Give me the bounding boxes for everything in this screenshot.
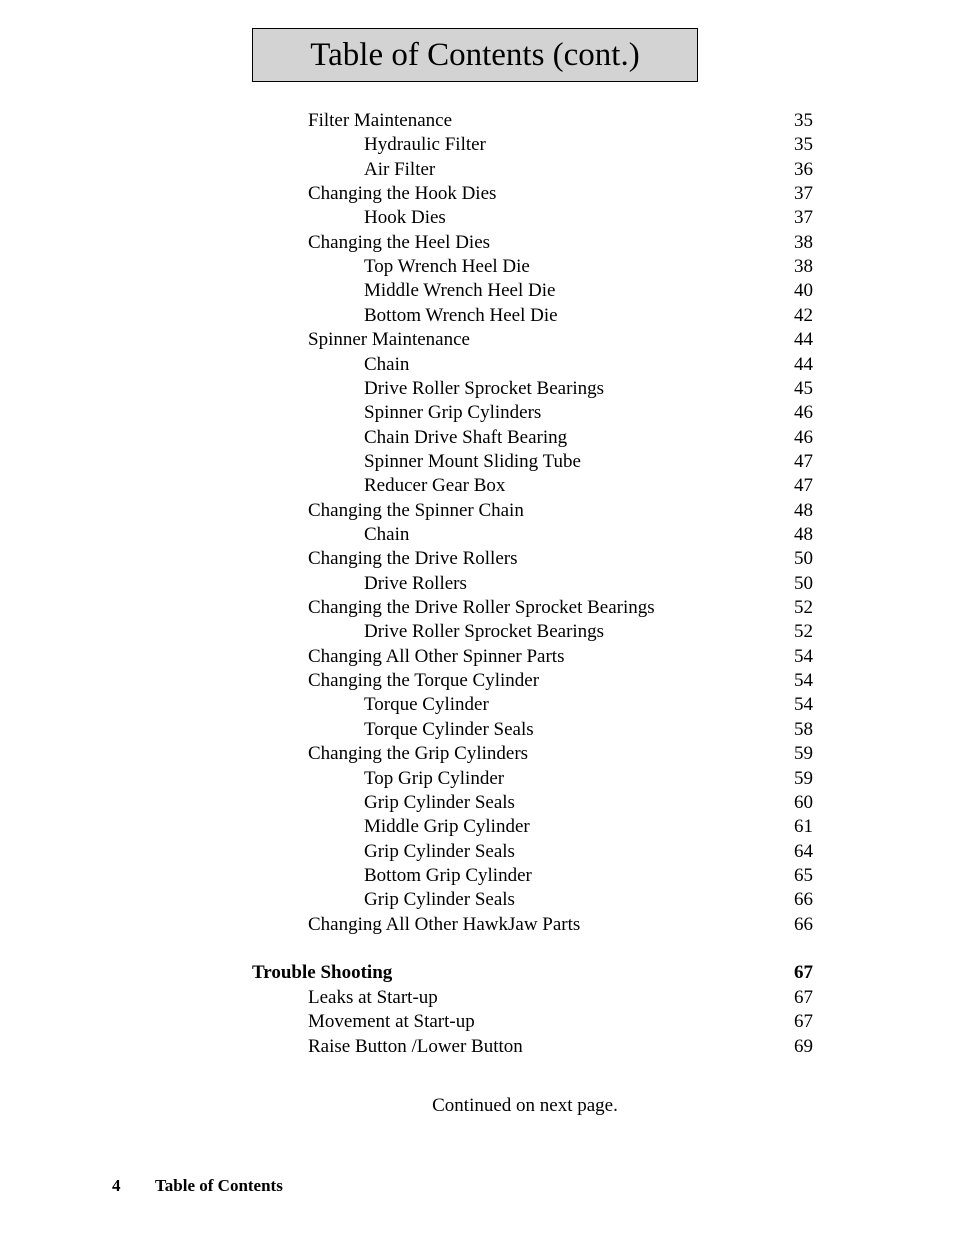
toc-entry-label: Raise Button /Lower Button: [308, 1035, 523, 1057]
toc-entry[interactable]: [364, 791, 813, 815]
toc-entry-label: Chain: [364, 353, 410, 375]
toc-entry-label: Movement at Start-up: [308, 1011, 475, 1033]
toc-entry-label: Changing the Spinner Chain: [308, 499, 524, 521]
toc-entry-label: Spinner Mount Sliding Tube: [364, 450, 581, 472]
toc-entry[interactable]: [364, 815, 813, 839]
toc-entry[interactable]: [364, 206, 813, 230]
toc-entry-label: Changing the Hook Dies: [308, 183, 497, 204]
toc-entry[interactable]: [364, 840, 813, 864]
toc-entry-label: Grip Cylinder Seals: [364, 791, 515, 813]
toc-entry-page-number: 46: [794, 402, 813, 424]
toc-entry-label: Top Wrench Heel Die: [364, 256, 530, 278]
toc-entry-label: Top Grip Cylinder: [364, 767, 505, 789]
toc-entry-page-number: 45: [794, 377, 813, 399]
toc-entry-page-number: 64: [794, 840, 813, 862]
toc-entry-label: Hydraulic Filter: [364, 134, 486, 156]
toc-entry-page-number: 54: [794, 694, 813, 716]
toc-entry-page-number: 40: [794, 280, 813, 302]
toc-entry-page-number: 36: [794, 158, 813, 180]
toc-entry-label: Drive Rollers: [364, 572, 467, 594]
toc-entry[interactable]: [308, 547, 813, 571]
toc-entry-page-number: 38: [794, 231, 813, 253]
page-title-box: [252, 28, 698, 82]
toc-entry[interactable]: [364, 864, 813, 888]
toc-entry-label: Hook Dies: [364, 207, 446, 229]
toc-entry-label: Grip Cylinder Seals: [364, 889, 515, 911]
toc-entry[interactable]: [364, 279, 813, 303]
toc-entry-page-number: 54: [794, 670, 813, 692]
toc-entry[interactable]: [364, 353, 813, 377]
toc-entry-page-number: 47: [794, 475, 813, 497]
toc-entry[interactable]: [308, 499, 813, 523]
toc-entry-page-number: 59: [794, 767, 813, 789]
toc-entry-label: Changing the Heel Dies: [308, 231, 491, 253]
toc-entry[interactable]: [364, 572, 813, 596]
toc-entry-page-number: 61: [794, 816, 813, 838]
toc-entry-label: Changing the Drive Roller Sprocket Bearings: [308, 597, 655, 618]
toc-entry[interactable]: [364, 426, 813, 450]
continued-note: Continued on next page.: [432, 1095, 618, 1116]
footer-page-number: 4: [112, 1176, 121, 1195]
toc-entry-label: Air Filter: [364, 158, 436, 180]
toc-entry-label: Leaks at Start-up: [308, 986, 438, 1008]
toc-entry-label: Changing the Grip Cylinders: [308, 743, 529, 765]
toc-entry-label: Spinner Maintenance: [308, 329, 470, 351]
toc-entry-label: Filter Maintenance: [308, 110, 453, 131]
toc-entry[interactable]: [308, 913, 813, 937]
toc-entry-page-number: 46: [794, 426, 813, 448]
toc-entry[interactable]: [308, 1010, 813, 1034]
toc-entry-page-number: 35: [794, 134, 813, 156]
toc-entry-page-number: 50: [794, 548, 813, 570]
toc-entry-page-number: 58: [794, 718, 813, 740]
toc-entry-page-number: 47: [794, 450, 813, 472]
toc-entry[interactable]: [364, 620, 813, 644]
toc-entry-page-number: 67: [794, 1011, 813, 1033]
toc-entry-label: Grip Cylinder Seals: [364, 840, 515, 862]
toc-entry-label: Chain: [364, 524, 410, 545]
toc-entry[interactable]: [308, 645, 813, 669]
toc-entry[interactable]: [308, 669, 813, 693]
toc-entry-label: Bottom Wrench Heel Die: [364, 304, 558, 326]
toc-entry[interactable]: [308, 182, 813, 206]
toc-entry-page-number: 48: [794, 524, 813, 545]
toc-entry[interactable]: [364, 718, 813, 742]
toc-entry-page-number: 52: [794, 597, 813, 618]
toc-entry-label: Chain Drive Shaft Bearing: [364, 426, 568, 448]
toc-entry-page-number: 37: [794, 207, 813, 229]
toc-entry-label: Changing the Torque Cylinder: [308, 670, 540, 692]
toc-entry[interactable]: [308, 742, 813, 766]
toc-entry-label: Drive Roller Sprocket Bearings: [364, 377, 605, 399]
toc-entry-page-number: 65: [794, 864, 813, 886]
toc-entry[interactable]: [364, 377, 813, 401]
toc-entry-page-number: 67: [794, 986, 813, 1008]
toc-entry-page-number: 50: [794, 572, 813, 594]
toc-entry[interactable]: [364, 767, 813, 791]
toc-entry-label: Changing All Other Spinner Parts: [308, 645, 565, 667]
toc-entry-label: Torque Cylinder Seals: [364, 718, 534, 740]
toc-entry-page-number: 60: [794, 791, 813, 813]
toc-entry-page-number: 59: [794, 743, 813, 765]
toc-entry-page-number: 66: [794, 913, 813, 935]
toc-entry[interactable]: [364, 255, 813, 279]
toc-entry[interactable]: [308, 328, 813, 352]
toc-entry[interactable]: [364, 450, 813, 474]
toc-entry-page-number: 52: [794, 621, 813, 643]
toc-entry-label: Drive Roller Sprocket Bearings: [364, 621, 605, 643]
toc-entry[interactable]: [364, 133, 813, 157]
toc-entry-label: Middle Wrench Heel Die: [364, 280, 556, 302]
toc-entry[interactable]: [364, 401, 813, 425]
toc-entry-page-number: 37: [794, 183, 813, 204]
toc-entry-page-number: 67: [794, 962, 813, 984]
toc-entry-label: Spinner Grip Cylinders: [364, 402, 542, 424]
footer-section-title: Table of Contents: [155, 1176, 283, 1195]
toc-entry-label: Changing All Other HawkJaw Parts: [308, 913, 581, 935]
toc-entry-page-number: 42: [794, 304, 813, 326]
toc-entry[interactable]: [364, 304, 813, 328]
toc-entry-label: Trouble Shooting: [252, 962, 393, 984]
toc-entry-label: Bottom Grip Cylinder: [364, 864, 532, 886]
toc-entry-page-number: 69: [794, 1035, 813, 1057]
toc-entry-page-number: 66: [794, 889, 813, 911]
toc-entry[interactable]: [308, 986, 813, 1010]
toc-entry-page-number: 44: [794, 353, 813, 375]
toc-entry-label: Middle Grip Cylinder: [364, 816, 530, 838]
page-title: Table of Contents (cont.): [310, 36, 640, 73]
toc-entry[interactable]: [308, 109, 813, 133]
toc-entry-page-number: 38: [794, 256, 813, 278]
toc-entry-page-number: 54: [794, 645, 813, 667]
toc-entry-label: Changing the Drive Rollers: [308, 548, 518, 570]
toc-entry[interactable]: [364, 523, 813, 547]
toc-entry-page-number: 44: [794, 329, 813, 351]
toc-entry-label: Reducer Gear Box: [364, 475, 506, 497]
toc-entry[interactable]: [364, 474, 813, 498]
toc-entry[interactable]: [364, 158, 813, 182]
toc-entry[interactable]: [308, 231, 813, 255]
toc-entry-label: Torque Cylinder: [364, 694, 489, 716]
toc-entry[interactable]: [308, 596, 813, 620]
toc-entry-page-number: 48: [794, 499, 813, 521]
toc-section-entry[interactable]: [252, 961, 813, 985]
toc-entry[interactable]: [364, 888, 813, 912]
toc-entry[interactable]: [308, 1035, 813, 1059]
toc-entry[interactable]: [364, 693, 813, 717]
toc-entry-page-number: 35: [794, 110, 813, 131]
